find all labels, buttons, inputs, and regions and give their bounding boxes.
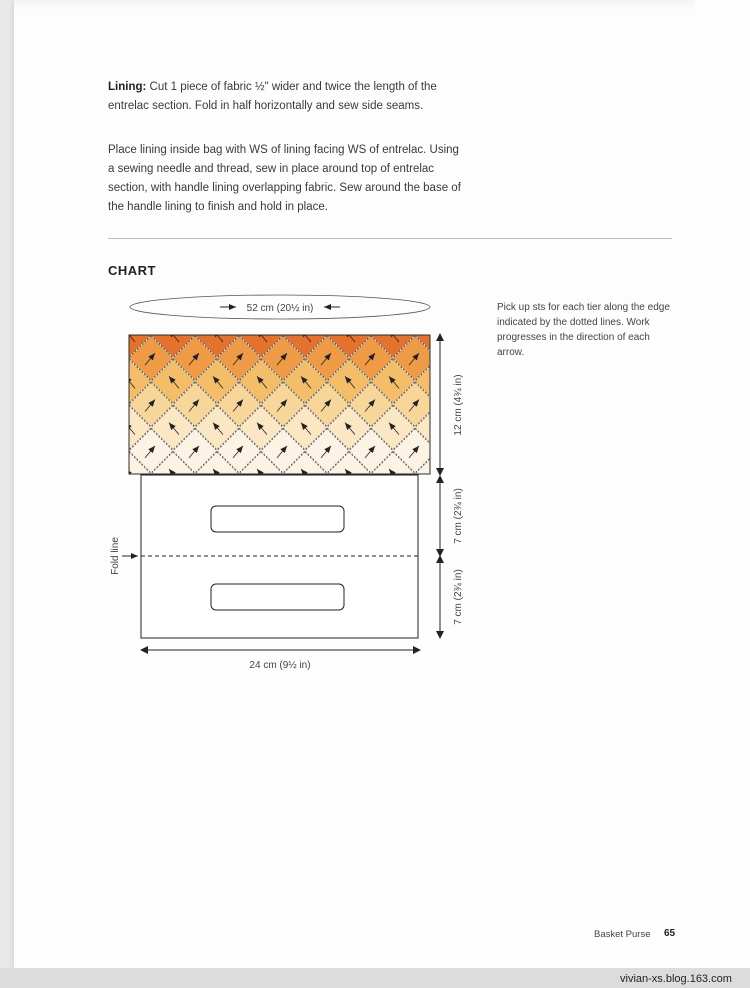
- footer-title: Basket Purse: [594, 929, 651, 940]
- page-top-edge: [14, 0, 694, 10]
- purse-chart: [100, 290, 500, 690]
- bottom-dimension-arrow-right: [413, 646, 421, 654]
- watermark: vivian-xs.blog.163.com: [620, 973, 732, 985]
- direction-arrow: [433, 423, 443, 435]
- upper-height-label: 7 cm (2¾ in): [453, 488, 464, 544]
- direction-arrow: [433, 376, 443, 388]
- lower-height-label: 7 cm (2¾ in): [453, 569, 464, 625]
- lower-height-arrow-bottom: [436, 631, 444, 639]
- bottom-dimension-label: 24 cm (9½ in): [249, 660, 311, 671]
- lower-height-arrow-top: [436, 555, 444, 563]
- placement-paragraph: Place lining inside bag with WS of lining facing WS of entrelac. Using a sewing needle and thread, sew in place around top of entrelac section, with handle lining overlapping fabric. Sew around the base of the handle lining to finish and hold in place.: [108, 144, 461, 213]
- lining-paragraph: [108, 78, 468, 116]
- lining-label: Lining:: [108, 81, 147, 93]
- bottom-dimension-arrow-left: [140, 646, 148, 654]
- section-divider: [108, 238, 672, 239]
- chart-note: Pick up sts for each tier along the edge indicated by the dotted lines. Work progresses in the direction of each arrow.: [497, 302, 670, 358]
- entrelac-section: [107, 313, 459, 496]
- lining-text: Cut 1 piece of fabric ½" wider and twice the length of the entrelac section. Fold in half horizontally and sew side seams.: [108, 81, 437, 112]
- top-dimension-label: 52 cm (20½ in): [246, 303, 314, 314]
- entrelac-height-arrow-bottom: [436, 468, 444, 476]
- page-number: 65: [664, 928, 676, 939]
- lining-panel: [141, 475, 418, 638]
- upper-height-arrow-top: [436, 475, 444, 483]
- entrelac-height-arrow-top: [436, 333, 444, 341]
- entrelac-height-label: 12 cm (4¾ in): [453, 374, 464, 436]
- chart-heading: CHART: [108, 263, 156, 278]
- fold-line-label: Fold line: [110, 537, 121, 575]
